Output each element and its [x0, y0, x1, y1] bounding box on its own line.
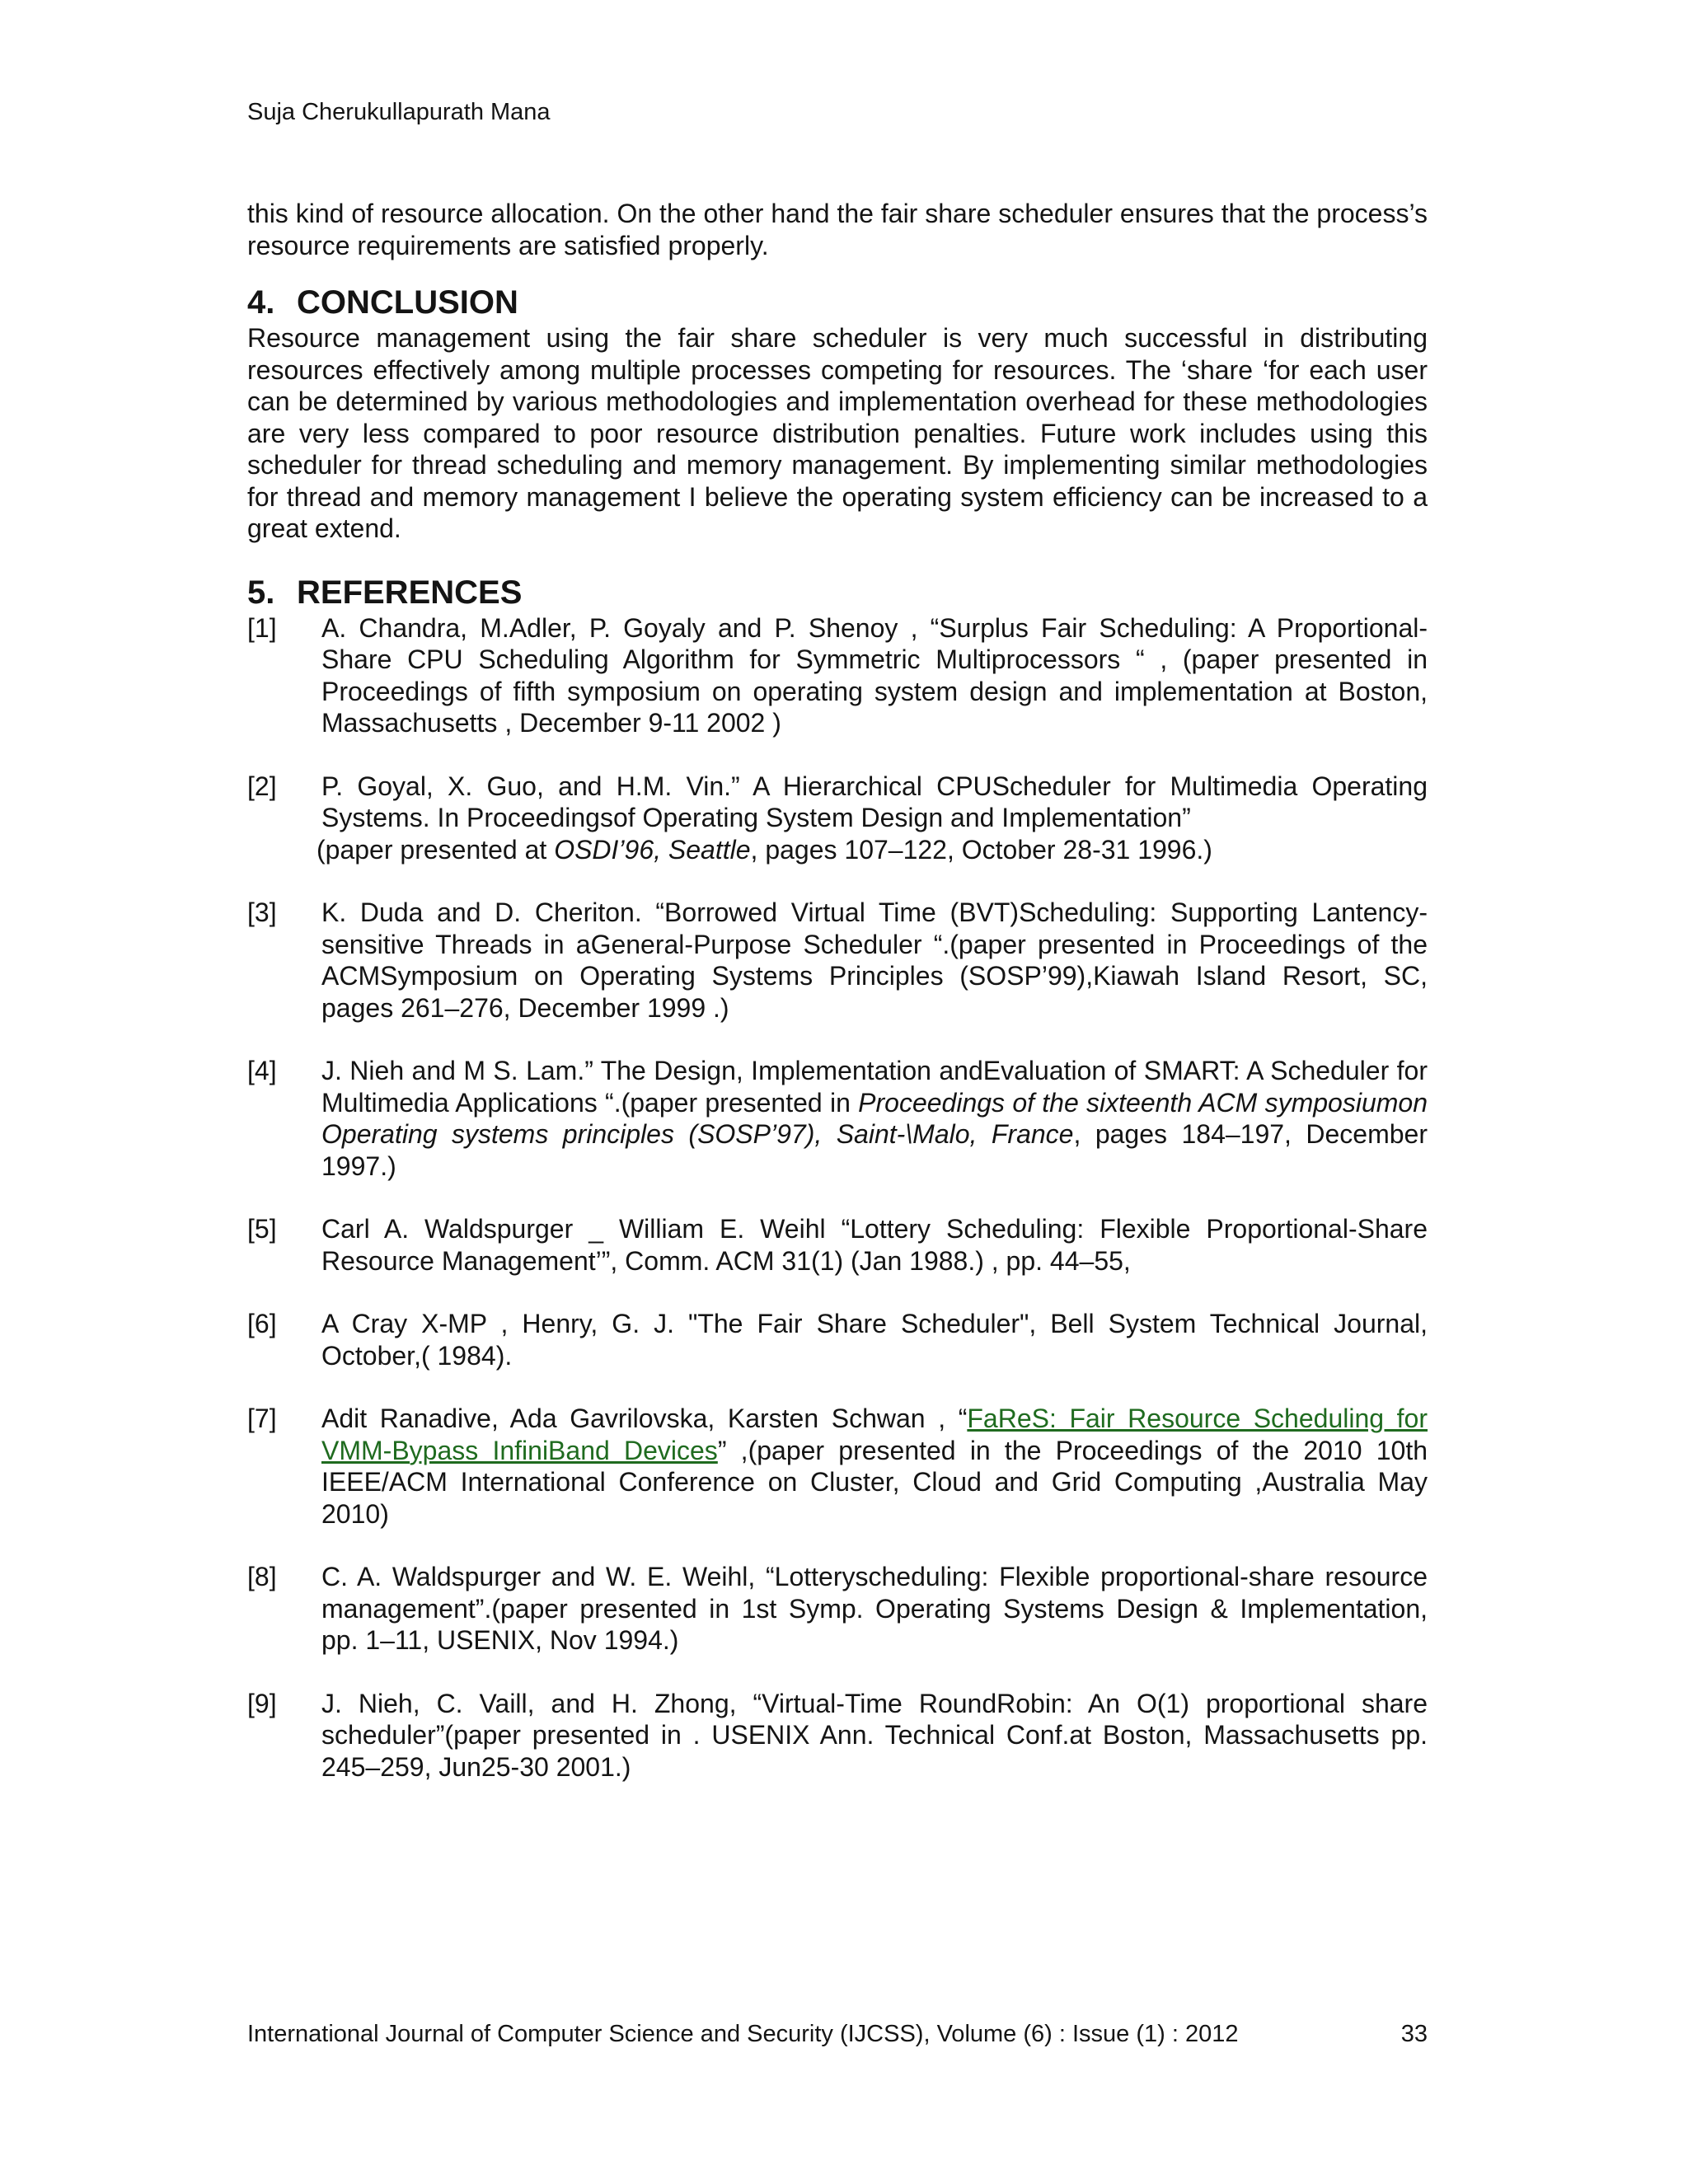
running-head: Suja Cherukullapurath Mana — [247, 99, 551, 125]
reference-item-1 — [247, 612, 1428, 739]
conclusion-paragraph: Resource management using the fair share scheduler is very much successful in distributing resources effectively among multiple processes competing for resources. The ‘share ‘for each user can be determined by various methodologies and implementation overhead for these methodologies are very less compared to poor resource distribution penalties. Future work includes using this scheduler for thread scheduling and memory management. By implementing similar methodologies for thread and memory management I believe the operating system efficiency can be increased to a great extend. — [247, 323, 1428, 543]
reference-text-part: J. Nieh and M S. Lam.” The Design, Implementation andEvaluation of SMART: A Scheduler for Multimedia Applications “.(paper presented in — [321, 1056, 1428, 1118]
reference-item-8 — [247, 1561, 1428, 1657]
footer-journal-citation: International Journal of Computer Science and Security (IJCSS), Volume (6) : Issue (1) : 2012 — [247, 2021, 1239, 2047]
reference-text: Carl A. Waldspurger _ William E. Weihl “Lottery Scheduling: Flexible Proportional-Share Resource Management’”, Comm. ACM 31(1) (Jan 1988.) , pp. 44–55, — [321, 1214, 1428, 1276]
reference-item-6 — [247, 1308, 1428, 1371]
references-heading-title: REFERENCES — [297, 574, 523, 611]
reference-label: [9] — [247, 1688, 277, 1718]
reference-label: [8] — [247, 1562, 277, 1591]
reference-item-7 — [247, 1403, 1428, 1530]
page-content — [247, 198, 1428, 1814]
reference-text-continued — [316, 834, 1428, 866]
references-heading-number: 5. — [247, 574, 275, 611]
reference-list — [247, 612, 1428, 1783]
reference-item-3 — [247, 897, 1428, 1024]
page-footer — [247, 2019, 1428, 2049]
reference-text-part: , pages 184–197, December 1997.) — [321, 1119, 1428, 1181]
reference-label: [1] — [247, 612, 277, 643]
conclusion-heading-title: CONCLUSION — [297, 284, 518, 321]
references-heading — [247, 573, 1428, 612]
reference-item-2 — [247, 771, 1428, 866]
reference-item-5 — [247, 1213, 1428, 1277]
reference-text-part: (paper presented at — [316, 834, 555, 865]
reference-text-part: , pages 107–122, October 28-31 1996.) — [750, 834, 1212, 865]
reference-text: A Cray X-MP , Henry, G. J. "The Fair Share Scheduler", Bell System Technical Journal, October,( 1984). — [321, 1309, 1428, 1371]
reference-label: [3] — [247, 898, 277, 927]
reference-item-9 — [247, 1688, 1428, 1783]
reference-label: [6] — [247, 1309, 277, 1338]
reference-text: A. Chandra, M.Adler, P. Goyaly and P. Shenoy , “Surplus Fair Scheduling: A Proportional-Share CPU Scheduling Algorithm for Symmetric Multiprocessors “ , (paper presented in Proceedings of fifth symposium on operating system design and implementation at Boston, Massachusetts , December 9-11 2002 ) — [321, 612, 1428, 738]
reference-text: P. Goyal, X. Guo, and H.M. Vin.” A Hierarchical CPUScheduler for Multimedia Operating Systems. In Proceedingsof Operating System Design and Implementation” — [321, 771, 1428, 832]
reference-item-4 — [247, 1055, 1428, 1182]
reference-text: J. Nieh, C. Vaill, and H. Zhong, “Virtual-Time RoundRobin: An O(1) proportional share scheduler”(paper presented in . USENIX Ann. Technical Conf.at Boston, Massachusetts pp. 245–259, Jun25-30 2001.) — [321, 1688, 1428, 1782]
reference-link-fares[interactable]: FaReS: Fair Resource Scheduling for VMM-Bypass InfiniBand Devices — [321, 1404, 1428, 1465]
intro-paragraph: this kind of resource allocation. On the other hand the fair share scheduler ensures that the process’s resource requirements are satisfied properly. — [247, 199, 1428, 260]
reference-label: [2] — [247, 771, 277, 801]
page-number: 33 — [1400, 2021, 1428, 2047]
reference-text: K. Duda and D. Cheriton. “Borrowed Virtual Time (BVT)Scheduling: Supporting Lantency-sensitive Threads in aGeneral-Purpose Scheduler “.(paper presented in Proceedings of the ACMSymposium on Operating Systems Principles (SOSP’99),Kiawah Island Resort, SC, pages 261–276, December 1999 .) — [321, 898, 1428, 1023]
reference-label: [7] — [247, 1404, 277, 1433]
reference-text-part: ” ,(paper presented in the Proceedings of the 2010 10th IEEE/ACM International Conference on Cluster, Cloud and Grid Computing ,Australia May 2010) — [321, 1435, 1428, 1529]
reference-label: [5] — [247, 1214, 277, 1244]
reference-venue-italic: OSDI’96, Seattle — [554, 834, 751, 865]
reference-venue-italic: Proceedings of the sixteenth ACM symposiumon Operating systems principles (SOSP’97), Saint-\Malo, France — [321, 1087, 1428, 1149]
conclusion-heading-number: 4. — [247, 284, 275, 321]
reference-text-part: Adit Ranadive, Ada Gavrilovska, Karsten Schwan , “ — [321, 1404, 968, 1433]
reference-text: C. A. Waldspurger and W. E. Weihl, “Lotteryscheduling: Flexible proportional-share resource management”.(paper presented in 1st Symp. Operating Systems Design & Implementation, pp. 1–11, USENIX, Nov 1994.) — [321, 1562, 1428, 1655]
reference-label: [4] — [247, 1056, 277, 1085]
conclusion-heading — [247, 283, 1428, 322]
